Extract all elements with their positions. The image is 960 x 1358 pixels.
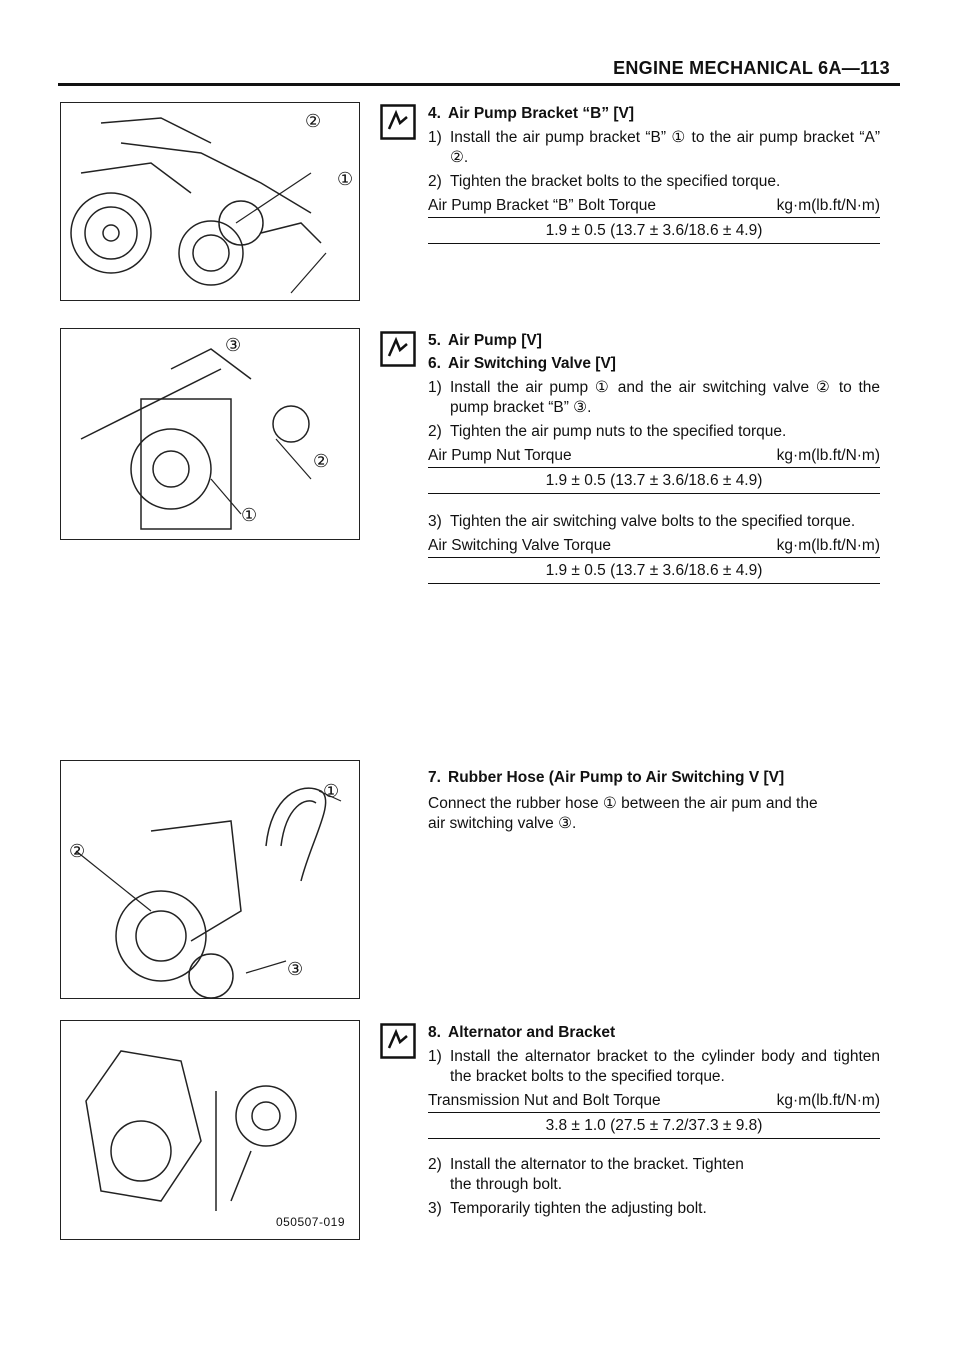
callout-2: ② — [69, 841, 86, 861]
section-heading: 7. Rubber Hose (Air Pump to Air Switching V [V] — [428, 769, 785, 786]
figure-air-pump — [60, 328, 360, 540]
torque-label: Air Switching Valve Torque — [428, 537, 611, 554]
section-heading: 8. Alternator and Bracket — [428, 1024, 616, 1041]
step: 1) Install the alternator bracket to the cylinder body and tighten the bracket bolts to the specified torque. — [428, 1048, 880, 1085]
step: 1) Install the air pump ① and the air switching valve ② to the pump bracket “B” ③. — [428, 379, 880, 416]
section-heading: 4. Air Pump Bracket “B” [V] — [428, 105, 635, 122]
torque-value: 1.9 ± 0.5 (13.7 ± 3.6/18.6 ± 4.9) — [428, 468, 880, 494]
step: 2) Tighten the air pump nuts to the specified torque. — [428, 423, 787, 440]
torque-spec — [428, 1091, 880, 1139]
torque-unit: kg·m(lb.ft/N·m) — [776, 537, 880, 554]
callout-1: ① — [323, 781, 340, 801]
section-text: Connect the rubber hose ① between the air pum and the air switching valve ③. — [428, 795, 818, 832]
section-air-pump-bracket-b — [428, 104, 880, 244]
section-alternator-bracket — [428, 1023, 880, 1219]
header-rule — [58, 83, 900, 86]
torque-unit: kg·m(lb.ft/N·m) — [776, 447, 880, 464]
callout-3: ③ — [225, 335, 242, 355]
torque-label: Air Pump Bracket “B” Bolt Torque — [428, 197, 656, 214]
torque-value: 3.8 ± 1.0 (27.5 ± 7.2/37.3 ± 9.8) — [428, 1113, 880, 1139]
reinstall-icon — [380, 104, 416, 140]
torque-unit: kg·m(lb.ft/N·m) — [776, 1092, 880, 1109]
torque-spec — [428, 446, 880, 494]
step: 1) Install the air pump bracket “B” ① to the air pump bracket “A” ②. — [428, 129, 880, 166]
torque-label: Transmission Nut and Bolt Torque — [428, 1092, 661, 1109]
step: 3) Temporarily tighten the adjusting bolt. — [428, 1200, 707, 1217]
torque-value: 1.9 ± 0.5 (13.7 ± 3.6/18.6 ± 4.9) — [428, 218, 880, 244]
callout-1: ① — [241, 505, 258, 525]
step: 2) Install the alternator to the bracket. Tighten the through bolt. — [428, 1156, 744, 1193]
callout-2: ② — [305, 111, 322, 131]
section-heading: 5. Air Pump [V] — [428, 332, 542, 349]
torque-label: Air Pump Nut Torque — [428, 447, 572, 464]
rubber-hose-drawing — [61, 761, 359, 998]
page-title: ENGINE MECHANICAL 6A—113 — [613, 58, 890, 78]
engine-drawing — [61, 103, 359, 300]
section-heading: 6. Air Switching Valve [V] — [428, 355, 616, 372]
alternator-drawing — [61, 1021, 359, 1239]
figure-rubber-hose — [60, 760, 360, 999]
section-rubber-hose — [428, 768, 880, 834]
callout-2: ② — [313, 451, 330, 471]
figure-air-pump-bracket — [60, 102, 360, 301]
figure-code: 050507-019 — [275, 1215, 345, 1229]
callout-1: ① — [337, 169, 354, 189]
torque-spec — [428, 536, 880, 584]
torque-value: 1.9 ± 0.5 (13.7 ± 3.6/18.6 ± 4.9) — [428, 558, 880, 584]
reinstall-icon — [380, 1023, 416, 1059]
callout-3: ③ — [287, 959, 304, 979]
step: 2) Tighten the bracket bolts to the specified torque. — [428, 173, 781, 190]
figure-alternator — [60, 1020, 360, 1240]
torque-spec — [428, 196, 880, 244]
reinstall-icon — [380, 331, 416, 367]
section-air-pump-switching-valve — [428, 331, 880, 584]
air-pump-drawing — [61, 329, 359, 539]
step: 3) Tighten the air switching valve bolts to the specified torque. — [428, 513, 856, 530]
torque-unit: kg·m(lb.ft/N·m) — [776, 197, 880, 214]
